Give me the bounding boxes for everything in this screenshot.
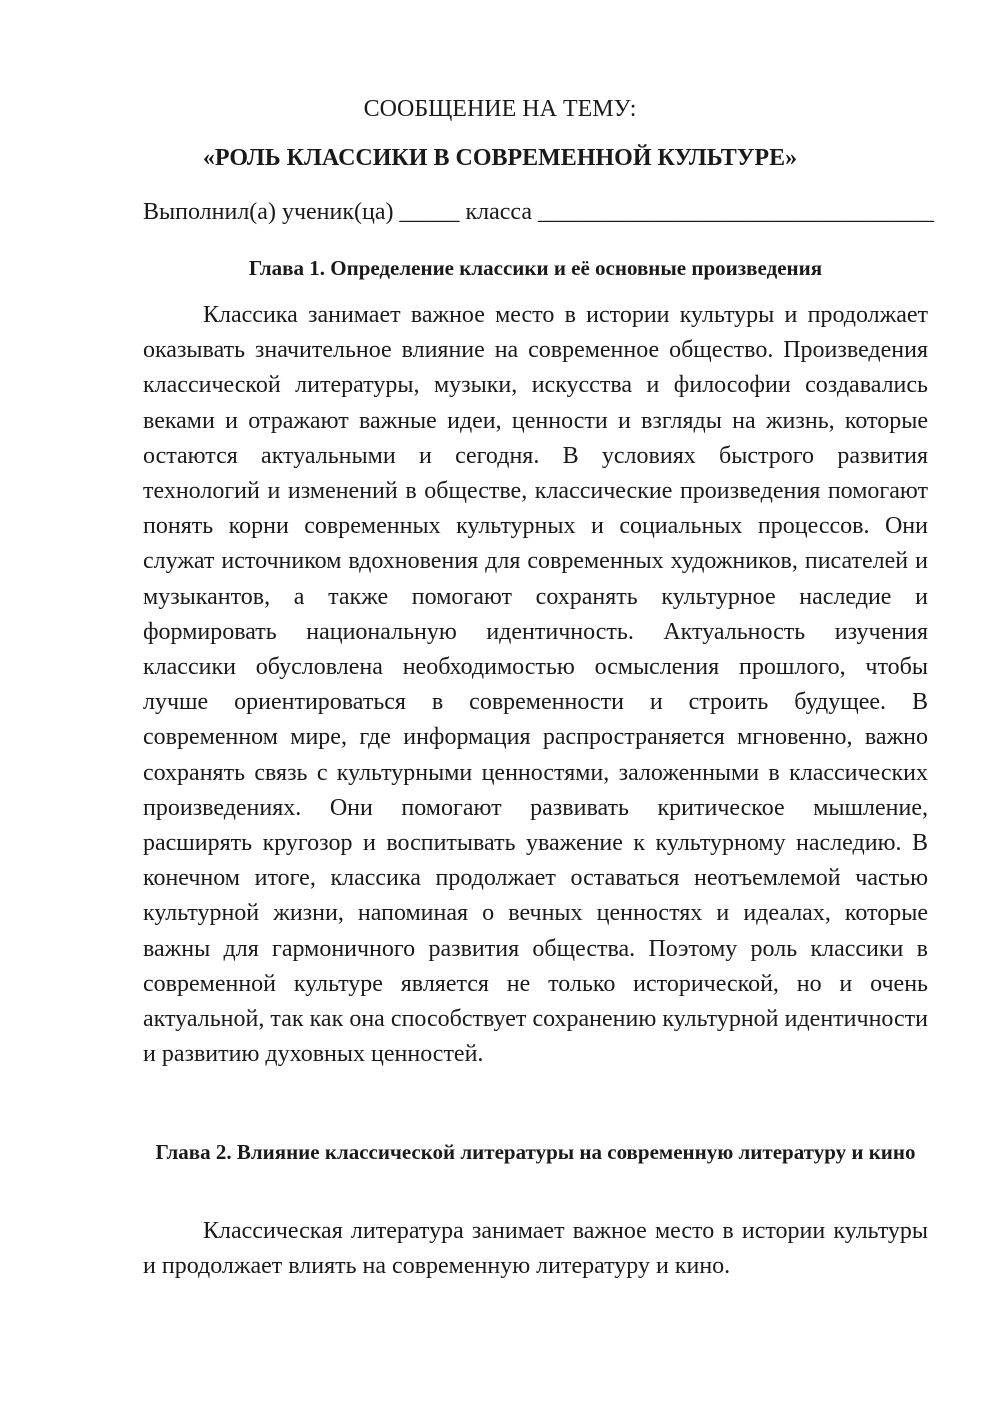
chapter-1-heading: Глава 1. Определение классики и её основные произведения (248, 256, 823, 280)
chapter-1-paragraph: Классика занимает важное место в истории культуры и продолжает оказывать значительное влияние на современное общество. Произведения классической литературы, музыки, искусства и философии создавались веками и отражают важные идеи, ценности и взгляды на жизнь, которые остаются актуальными и сегодня. В условиях быстрого развития технологий и изменений в обществе, классические произведения помогают понять корни современных культурных и социальных процессов. Они служат источником вдохновения для современных художников, писателей и музыкантов, а также помогают сохранять культурное наследие и формировать национальную идентичность. Актуальность изучения классики обусловлена необходимостью осмысления прошлого, чтобы лучше ориентироваться в современности и строить будущее. В современном мире, где информация распространяется мгновенно, важно сохранять связь с культурными ценностями, заложенными в классических произведениях. Они помогают развивать критическое мышление, расширять кругозор и воспитывать уважение к культурному наследию. В конечном итоге, классика продолжает оставаться неотъемлемой частью культурной жизни, напоминая о вечных ценностях и идеалах, которые важны для гармоничного развития общества. Поэтому роль классики в современной культуре является не только исторической, но и очень актуальной, так как она способствует сохранению культурной идентичности и развитию духовных ценностей. (143, 302, 928, 1068)
author-line: Выполнил(а) ученик(ца) _____ класса _________________________________ (143, 199, 935, 225)
document-title-line-2: «РОЛЬ КЛАССИКИ В СОВРЕМЕННОЙ КУЛЬТУРЕ» (202, 145, 798, 171)
chapter-2-paragraph: Классическая литература занимает важное место в истории культуры и продолжает влиять на современную литературу и кино. (143, 1218, 928, 1280)
chapter-2-heading: Глава 2. Влияние классической литературы на современную литературу и кино (155, 1140, 916, 1164)
document-title-line-1: СООБЩЕНИЕ НА ТЕМУ: (363, 96, 637, 122)
